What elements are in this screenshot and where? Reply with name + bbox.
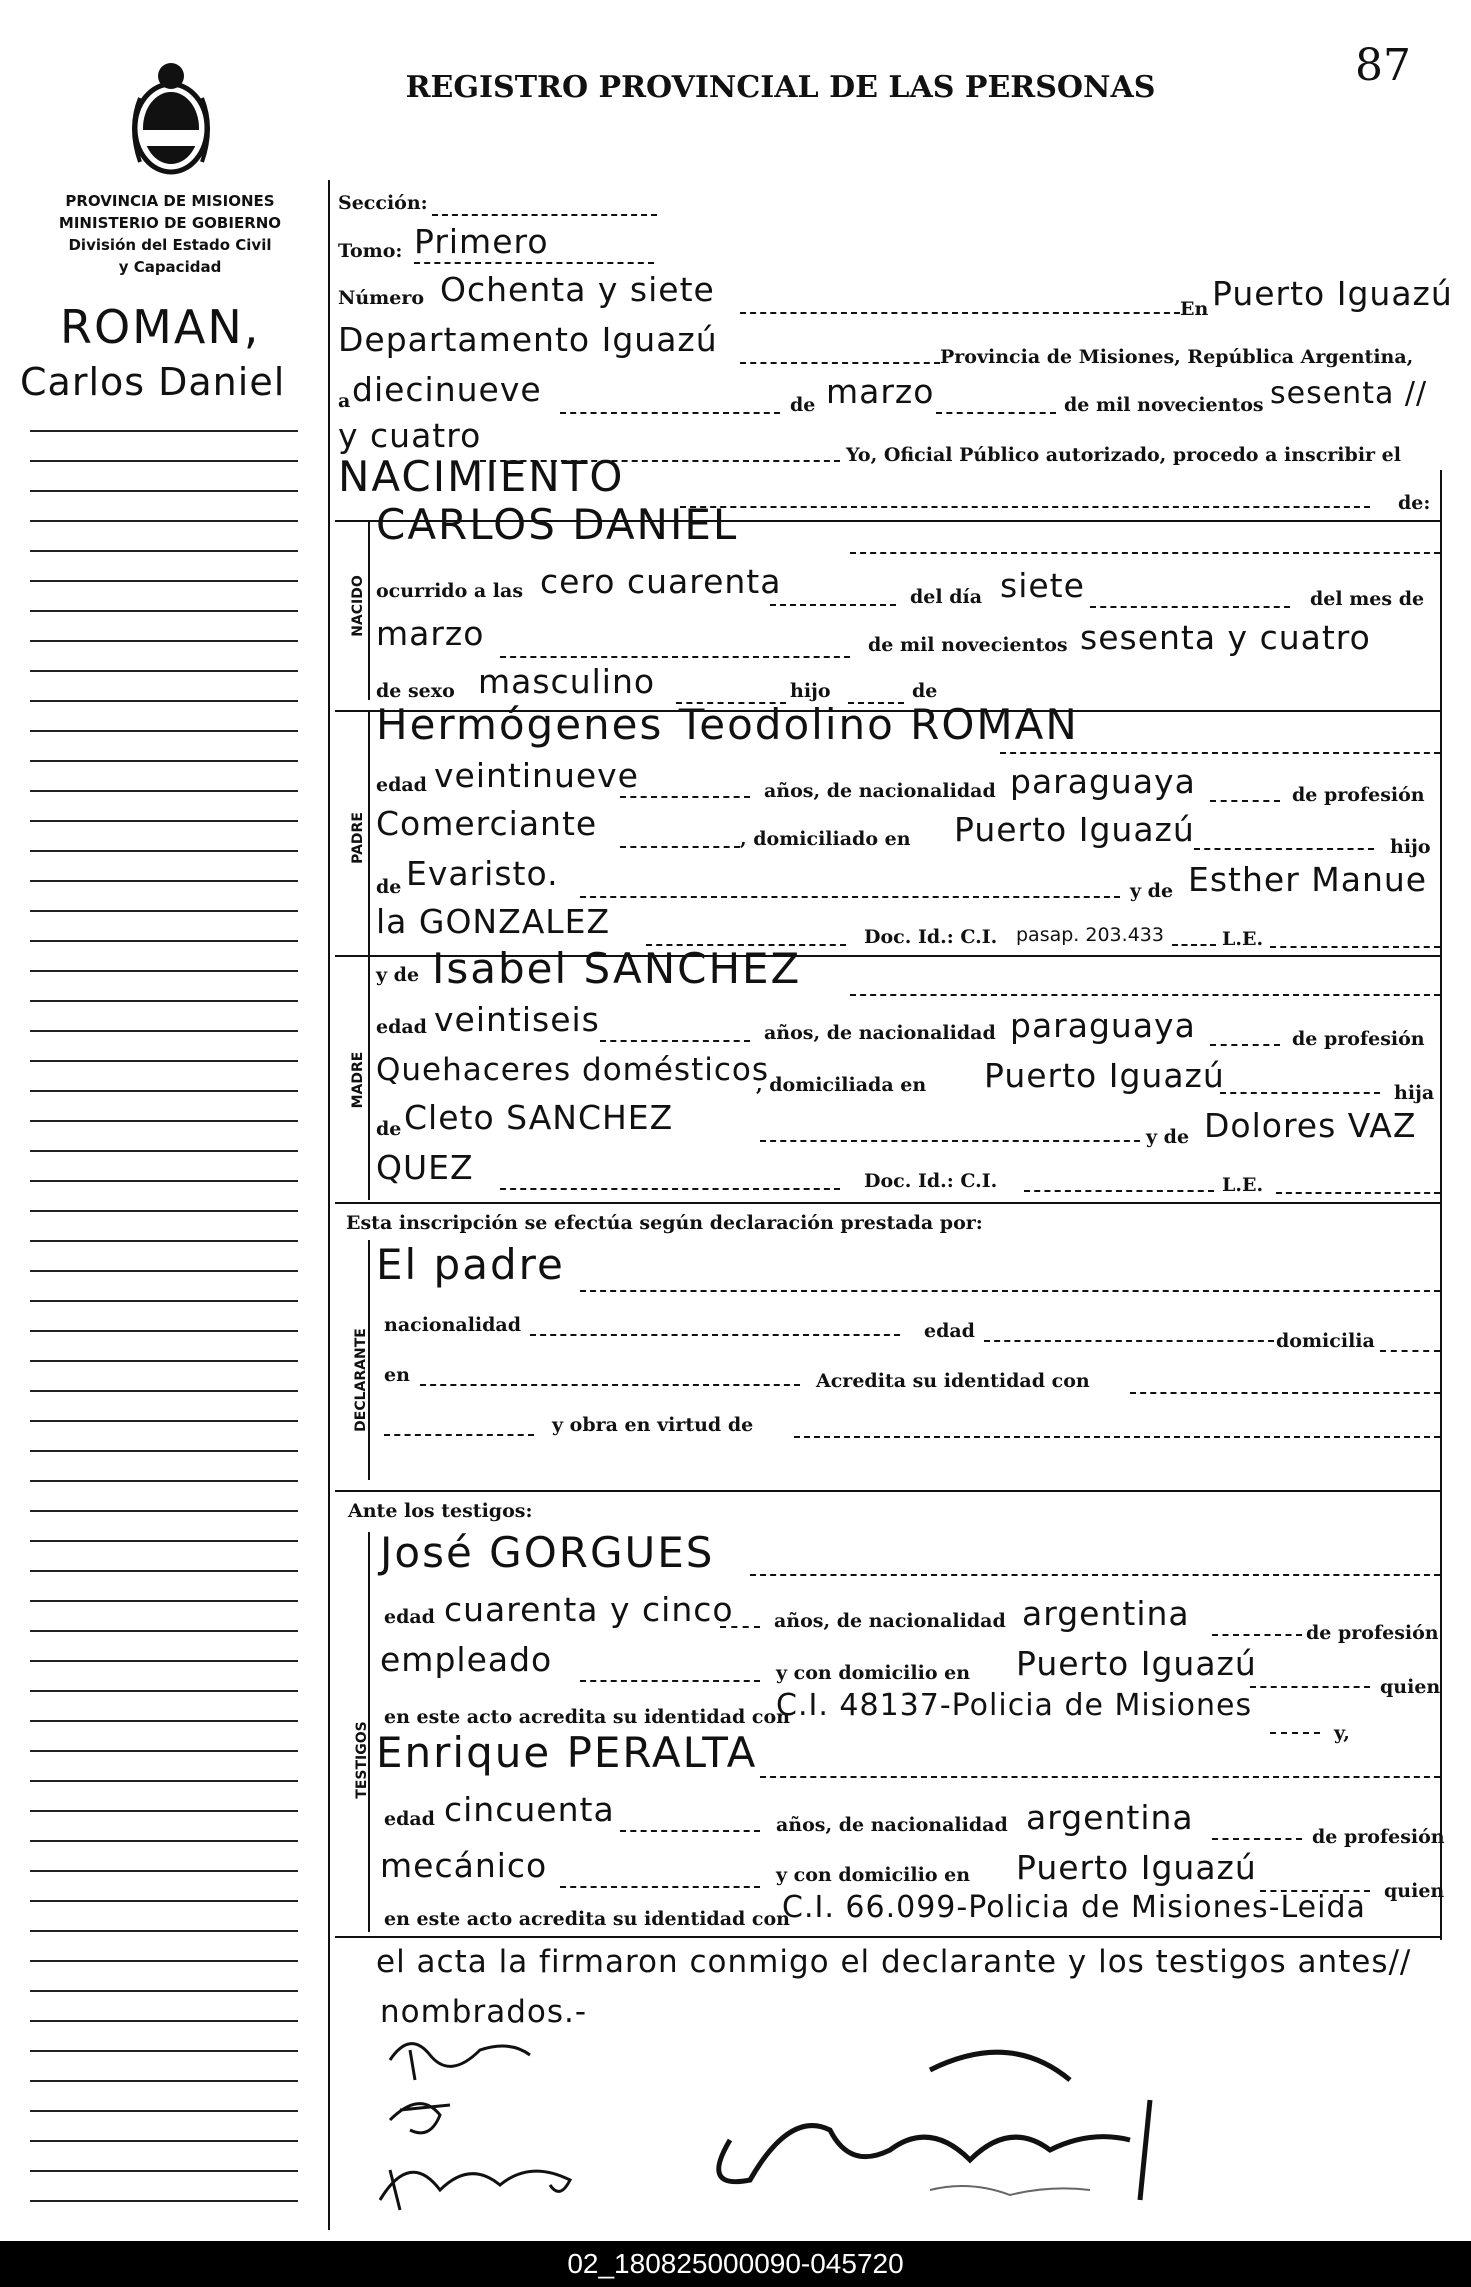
declarante-nacionalidad-line: [530, 1334, 900, 1336]
madre-anios-label: años, de nacionalidad: [764, 1022, 996, 1044]
madre-edad-label: edad: [376, 1016, 427, 1038]
madre-side-label: MADRE: [350, 1051, 366, 1109]
abuelo-paterno-line: [580, 896, 1120, 898]
acto-value: NACIMIENTO: [338, 452, 625, 501]
issuer-province: PROVINCIA DE MISIONES: [65, 192, 275, 210]
testigo1-name-line: [750, 1574, 1440, 1576]
numero-label: Número: [338, 287, 425, 309]
madre-profesion-label: de profesión: [1292, 1028, 1425, 1050]
testigo2-quien-label: quien: [1384, 1880, 1445, 1902]
testigo2-profesion-line: [560, 1886, 760, 1888]
declarante-obra-label: y obra en virtud de: [552, 1414, 754, 1436]
fecha-dia-line: [560, 412, 780, 414]
hijo-label: hijo: [790, 680, 831, 702]
hora-line: [770, 604, 896, 606]
padre-edad-value: veintinueve: [434, 756, 639, 795]
yo-label: Yo, Oficial Público autorizado, procedo a inscribir el: [846, 444, 1401, 466]
madre-name: Isabel SANCHEZ: [432, 944, 802, 993]
declarante-obra-pre-line: [384, 1434, 534, 1436]
padre-side-label: PADRE: [350, 812, 366, 864]
testigo2-name: Enrique PERALTA: [376, 1728, 758, 1777]
issuer-division-cont: y Capacidad: [118, 258, 222, 276]
padre-edad-label: edad: [376, 774, 427, 796]
madre-nacionalidad-line: [1210, 1044, 1280, 1046]
testigos-intro: Ante los testigos:: [348, 1500, 533, 1522]
madre-de-label: de: [376, 1118, 402, 1140]
madre-edad-value: veintiseis: [434, 1000, 600, 1039]
madre-y-de2-label: y de: [1146, 1126, 1190, 1148]
declarante-edad-label: edad: [924, 1320, 975, 1342]
ocurrido-label: ocurrido a las: [376, 580, 524, 602]
tomo-label: Tomo:: [338, 240, 403, 262]
fecha-anio-value: sesenta //: [1270, 376, 1428, 411]
testigo1-domicilio-value: Puerto Iguazú: [1016, 1644, 1257, 1683]
abuela-materna-cont-line: [500, 1188, 840, 1190]
padre-name: Hermógenes Teodolino ROMAN: [376, 700, 1079, 749]
testigo1-edad-label: edad: [384, 1606, 435, 1628]
madre-profesion-value: Quehaceres domésticos: [376, 1052, 770, 1088]
testigo2-edad-label: edad: [384, 1808, 435, 1830]
mes-nac-value: marzo: [376, 614, 485, 653]
en-label: En: [1180, 298, 1209, 320]
declarante-top-rule: [335, 1202, 1440, 1204]
testigo2-domicilio-label: y con domicilio en: [776, 1864, 971, 1886]
testigo1-id-line: [1270, 1732, 1320, 1734]
margin-surname: ROMAN,: [60, 300, 261, 354]
madre-doc-label: Doc. Id.: C.I.: [864, 1170, 998, 1192]
padre-nacionalidad-value: paraguaya: [1010, 762, 1196, 801]
testigo1-profesion-label: de profesión: [1306, 1622, 1439, 1644]
padre-domicilio-line: [1194, 848, 1374, 850]
abuelo-materno-line: [760, 1140, 1140, 1142]
madre-le-line: [1276, 1192, 1440, 1194]
madre-divider: [368, 955, 370, 1200]
provincia-label: Provincia de Misiones, República Argentina,: [940, 346, 1414, 368]
testigo1-nacionalidad-value: argentina: [1022, 1594, 1190, 1633]
testigo1-profesion-value: empleado: [380, 1640, 553, 1679]
padre-doc-value: pasap. 203.433: [1016, 924, 1164, 946]
madre-y-de-label: y de: [376, 964, 420, 986]
declarante-domicilio-line: [1380, 1350, 1440, 1352]
dia-nac-line: [1090, 606, 1290, 608]
testigo2-edad-value: cincuenta: [444, 1790, 615, 1829]
numero-value: Ochenta y siete: [440, 270, 715, 309]
issuer-block: [20, 190, 320, 278]
testigos-divider: [368, 1532, 370, 1932]
abuela-paterna-cont: la GONZALEZ: [376, 902, 611, 941]
seccion-label: Sección:: [338, 192, 428, 214]
abuela-paterna-value: Esther Manue: [1188, 860, 1428, 899]
declarante-en-line: [420, 1384, 800, 1386]
declarante-value: El padre: [376, 1240, 565, 1289]
testigo1-profesion-line: [580, 1680, 760, 1682]
declarante-edad-line: [984, 1340, 1274, 1342]
padre-nacionalidad-line: [1210, 800, 1280, 802]
testigo1-quien-label: quien: [1380, 1676, 1441, 1698]
testigos-side-label: TESTIGOS: [354, 1721, 370, 1799]
fecha-dia-value: diecinueve: [352, 370, 542, 409]
testigo1-id-value: C.I. 48137-Policia de Misiones: [776, 1688, 1253, 1723]
testigo1-edad-value: cuarenta y cinco: [444, 1590, 734, 1629]
fecha-mes-line: [936, 412, 1056, 414]
madre-domicilio-value: Puerto Iguazú: [984, 1056, 1225, 1095]
declarante-divider: [368, 1240, 370, 1480]
madre-name-line: [850, 994, 1440, 996]
seccion-line: [432, 214, 657, 216]
padre-hijo-label: hijo: [1390, 836, 1431, 858]
nacido-side-label: NACIDO: [350, 575, 366, 637]
padre-domicilio-value: Puerto Iguazú: [954, 810, 1195, 849]
closing-line2: nombrados.-: [380, 1994, 588, 2030]
padre-domiciliado-label: , domiciliado en: [740, 828, 911, 850]
testigo2-anios-label: años, de nacionalidad: [776, 1814, 1008, 1836]
nacido-name-line: [850, 552, 1440, 554]
testigo1-nacionalidad-line: [1212, 1634, 1302, 1636]
testigos-top-rule: [335, 1490, 1440, 1492]
madre-domiciliada-label: , domiciliada en: [756, 1074, 927, 1096]
padre-de-label: de: [376, 876, 402, 898]
madre-hija-label: hija: [1394, 1082, 1435, 1104]
padre-profesion-value: Comerciante: [376, 804, 598, 843]
padre-anios-label: años, de nacionalidad: [764, 780, 996, 802]
testigo2-acredita-label: en este acto acredita su identidad con: [384, 1908, 790, 1930]
document-id-footer: 02_180825000090-045720: [0, 2241, 1471, 2287]
declarante-side-label: DECLARANTE: [353, 1328, 369, 1432]
declarante-intro: Esta inscripción se efectúa según declaración prestada por:: [346, 1212, 983, 1234]
declarante-obra-line: [794, 1436, 1440, 1438]
fecha-mil-label: de mil novecientos: [1064, 394, 1264, 416]
padre-le-line: [1270, 946, 1440, 948]
dia-nac-value: siete: [1000, 566, 1085, 605]
testigo1-y-label: y,: [1334, 1722, 1350, 1744]
abuela-materna-value: Dolores VAZ: [1204, 1106, 1417, 1145]
issuer-ministry: MINISTERIO DE GOBIERNO: [58, 214, 282, 232]
nacido-name: CARLOS DANIEL: [376, 500, 739, 549]
main-column-divider: [328, 180, 330, 2230]
testigo2-domicilio-value: Puerto Iguazú: [1016, 1848, 1257, 1887]
signatures: [370, 2010, 1410, 2240]
padre-divider: [368, 710, 370, 955]
declarante-nacionalidad-label: nacionalidad: [384, 1314, 522, 1336]
testigo1-domicilio-line: [1250, 1686, 1370, 1688]
madre-edad-line: [600, 1040, 750, 1042]
abuelo-materno-value: Cleto SANCHEZ: [404, 1098, 674, 1137]
padre-y-de-label: y de: [1130, 880, 1174, 902]
declarante-acredita-line: [1130, 1392, 1440, 1394]
tomo-value: Primero: [414, 222, 549, 261]
testigo1-domicilio-label: y con domicilio en: [776, 1662, 971, 1684]
testigo2-edad-line: [620, 1830, 760, 1832]
right-frame-border: [1440, 470, 1442, 1940]
testigo2-name-line: [760, 1776, 1440, 1778]
del-mes-label: del mes de: [1310, 588, 1425, 610]
hijo-de-label: de: [912, 680, 938, 702]
en-value: Puerto Iguazú: [1212, 274, 1453, 313]
padre-profesion-label: de profesión: [1292, 784, 1425, 806]
sexo-value: masculino: [478, 662, 656, 701]
padre-name-line: [1000, 752, 1440, 754]
hora-value: cero cuarenta: [540, 562, 782, 601]
testigo1-acredita-label: en este acto acredita su identidad con: [384, 1706, 790, 1728]
mes-nac-line: [500, 656, 850, 658]
testigo1-edad-line: [720, 1626, 760, 1628]
anio-nac-value: sesenta y cuatro: [1080, 618, 1371, 657]
declarante-line: [580, 1290, 1440, 1292]
document-title: REGISTRO PROVINCIAL DE LAS PERSONAS: [405, 70, 1156, 105]
margin-given-names: Carlos Daniel: [20, 360, 286, 404]
departamento-line: [740, 362, 940, 364]
testigo2-profesion-label: de profesión: [1312, 1826, 1445, 1848]
padre-profesion-line: [620, 846, 740, 848]
fecha-mes-value: marzo: [826, 372, 935, 411]
del-dia-label: del día: [910, 586, 983, 608]
nacido-divider: [368, 520, 370, 700]
acto-line: [680, 506, 1370, 508]
testigo2-id-value: C.I. 66.099-Policia de Misiones-Leida: [782, 1890, 1366, 1925]
madre-le-label: L.E.: [1222, 1174, 1264, 1196]
testigo1-anios-label: años, de nacionalidad: [774, 1610, 1006, 1632]
testigo2-nacionalidad-line: [1212, 1838, 1302, 1840]
closing-top-rule: [335, 1936, 1440, 1938]
madre-doc-line: [1024, 1190, 1214, 1192]
padre-doc-label: Doc. Id.: C.I.: [864, 926, 998, 948]
sexo-label: de sexo: [376, 680, 455, 702]
fecha-de-label: de: [790, 394, 816, 416]
padre-edad-line: [620, 796, 750, 798]
testigo2-profesion-value: mecánico: [380, 1846, 548, 1885]
madre-domicilio-line: [1220, 1092, 1380, 1094]
declarante-domicilio-label: domicilia: [1276, 1330, 1375, 1352]
padre-le-label: L.E.: [1222, 928, 1264, 950]
mil-nac-label: de mil novecientos: [868, 634, 1068, 656]
abuela-materna-cont: QUEZ: [376, 1148, 474, 1187]
madre-nacionalidad-value: paraguaya: [1010, 1006, 1196, 1045]
declarante-en-label: en: [384, 1364, 410, 1386]
page-number: 87: [1355, 40, 1411, 91]
de-colon-label: de:: [1398, 492, 1431, 514]
fecha-anio-cont: y cuatro: [338, 416, 482, 455]
tomo-line: [414, 262, 654, 264]
numero-line: [740, 312, 1180, 314]
departamento-value: Departamento Iguazú: [338, 320, 718, 359]
abuelo-paterno-value: Evaristo.: [406, 854, 559, 893]
closing-line1: el acta la firmaron conmigo el declarante y los testigos antes//: [376, 1944, 1412, 1980]
issuer-division: División del Estado Civil: [68, 236, 272, 254]
testigo1-name: José GORGUES: [380, 1528, 715, 1577]
padre-doc-line: [1172, 944, 1216, 946]
declarante-acredita-label: Acredita su identidad con: [816, 1370, 1090, 1392]
fecha-a-label: a: [338, 390, 351, 412]
testigo2-nacionalidad-value: argentina: [1026, 1798, 1194, 1837]
